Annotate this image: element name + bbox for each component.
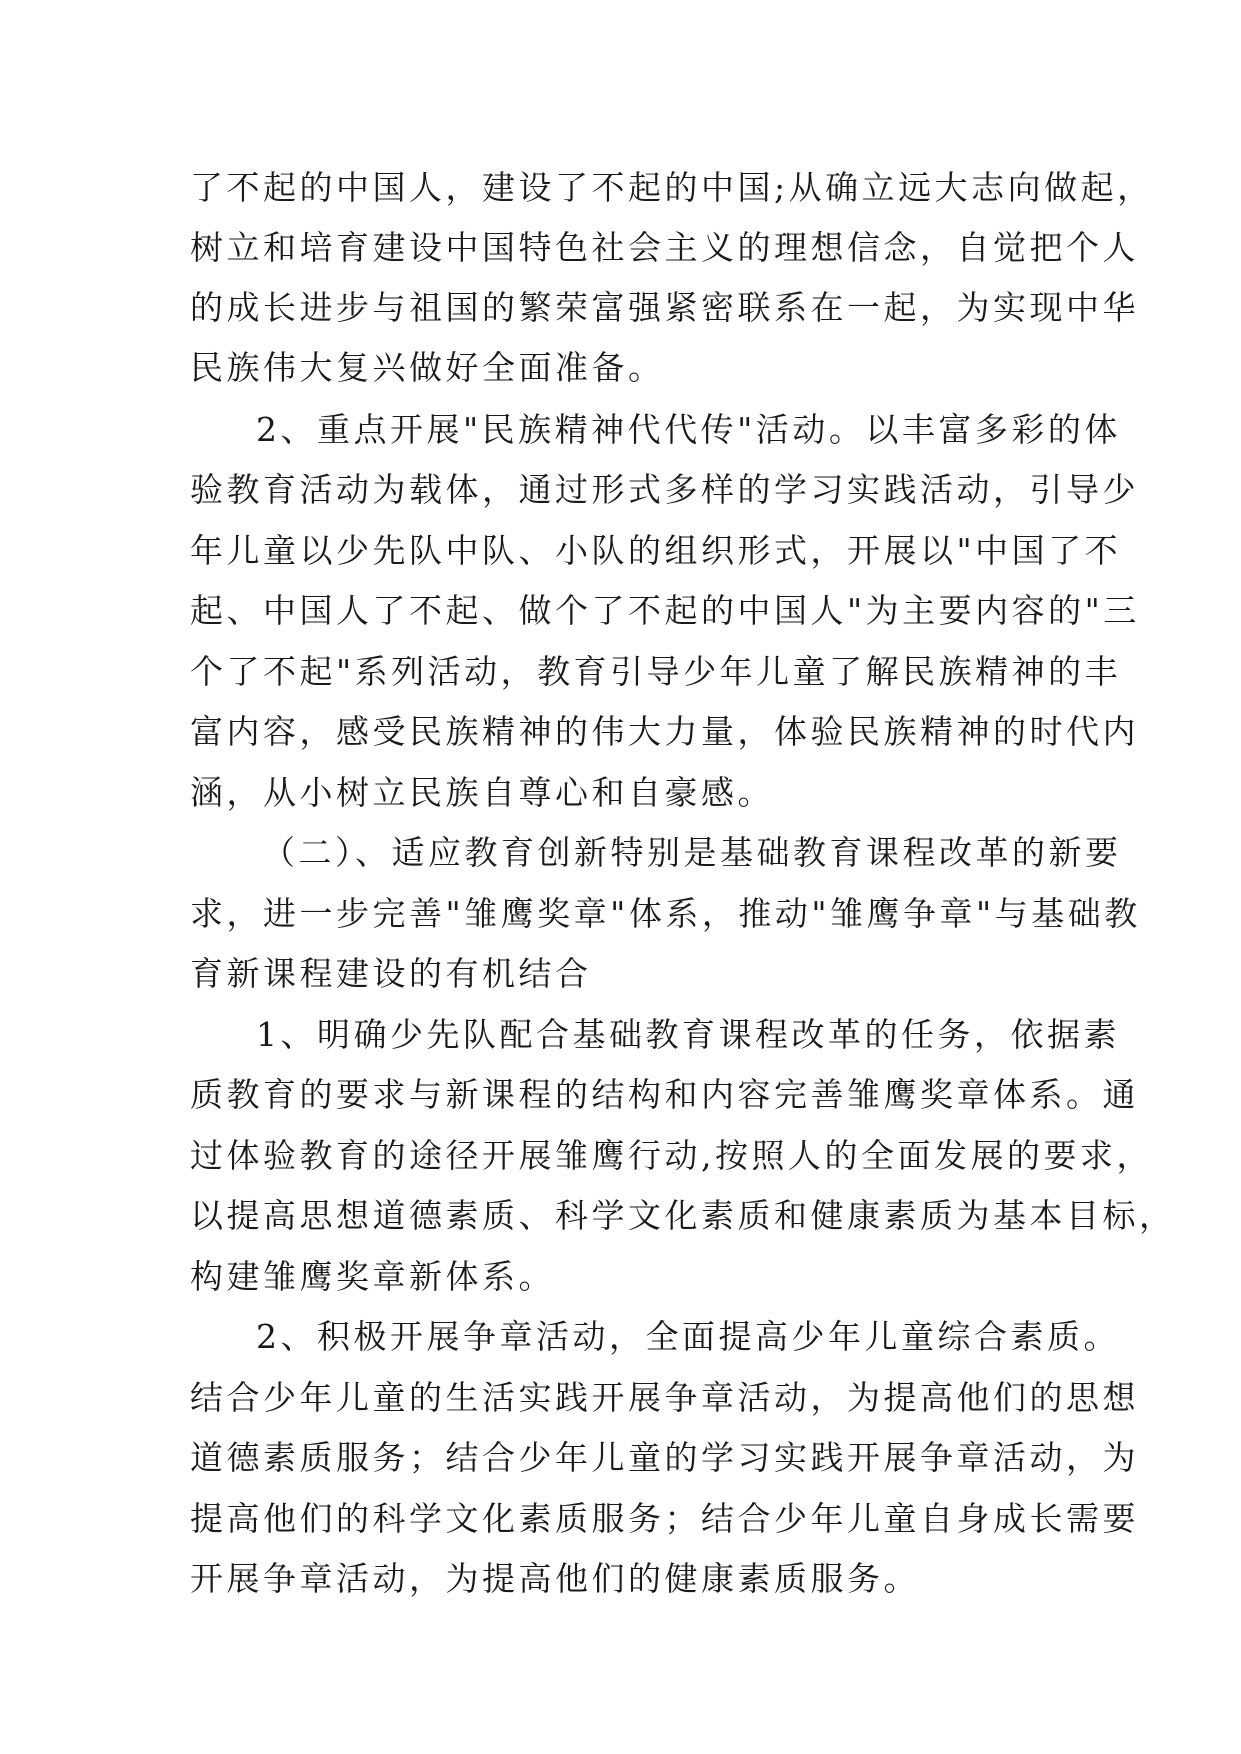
text-line: 了不起的中国人，建设了不起的中国;从确立远大志向做起， <box>190 168 1154 207</box>
paragraph-start-line: 2、重点开展"民族精神代代传"活动。以丰富多彩的体 <box>256 410 1121 449</box>
text-line: 树立和培育建设中国特色社会主义的理想信念，自觉把个人 <box>190 228 1139 267</box>
text-line: 以提高思想道德素质、科学文化素质和健康素质为基本目标， <box>190 1196 1176 1235</box>
text-line: 开展争章活动，为提高他们的健康素质服务。 <box>190 1559 920 1598</box>
section-heading-line: 求，进一步完善"雏鹰奖章"体系，推动"雏鹰争章"与基础教 <box>190 894 1141 933</box>
text-line: 起、中国人了不起、做个了不起的中国人"为主要内容的"三 <box>190 591 1140 630</box>
section-heading-line: 育新课程建设的有机结合 <box>190 954 592 993</box>
text-line: 构建雏鹰奖章新体系。 <box>190 1257 555 1296</box>
text-line: 质教育的要求与新课程的结构和内容完善雏鹰奖章体系。通 <box>190 1075 1139 1114</box>
text-line: 民族伟大复兴做好全面准备。 <box>190 348 665 387</box>
text-line: 个了不起"系列活动，教育引导少年儿童了解民族精神的丰 <box>190 652 1122 691</box>
text-line: 结合少年儿童的生活实践开展争章活动，为提高他们的思想 <box>190 1378 1139 1417</box>
text-line: 涵，从小树立民族自尊心和自豪感。 <box>190 773 774 812</box>
text-line: 年儿童以少先队中队、小队的组织形式，开展以"中国了不 <box>190 531 1122 570</box>
text-line: 过体验教育的途径开展雏鹰行动,按照人的全面发展的要求， <box>190 1136 1153 1175</box>
paragraph-start-line: 1、明确少先队配合基础教育课程改革的任务，依据素 <box>256 1015 1120 1054</box>
text-line: 富内容，感受民族精神的伟大力量，体验民族精神的时代内 <box>190 712 1139 751</box>
text-line: 提高他们的科学文化素质服务；结合少年儿童自身成长需要 <box>190 1499 1139 1538</box>
text-line: 道德素质服务；结合少年儿童的学习实践开展争章活动，为 <box>190 1438 1139 1477</box>
text-line: 验教育活动为载体，通过形式多样的学习实践活动，引导少 <box>190 470 1139 509</box>
text-line: 的成长进步与祖国的繁荣富强紧密联系在一起，为实现中华 <box>190 288 1139 327</box>
paragraph-start-line: 2、积极开展争章活动，全面提高少年儿童综合素质。 <box>256 1317 1120 1356</box>
section-heading-line: （二）、适应教育创新特别是基础教育课程改革的新要 <box>262 833 1122 872</box>
